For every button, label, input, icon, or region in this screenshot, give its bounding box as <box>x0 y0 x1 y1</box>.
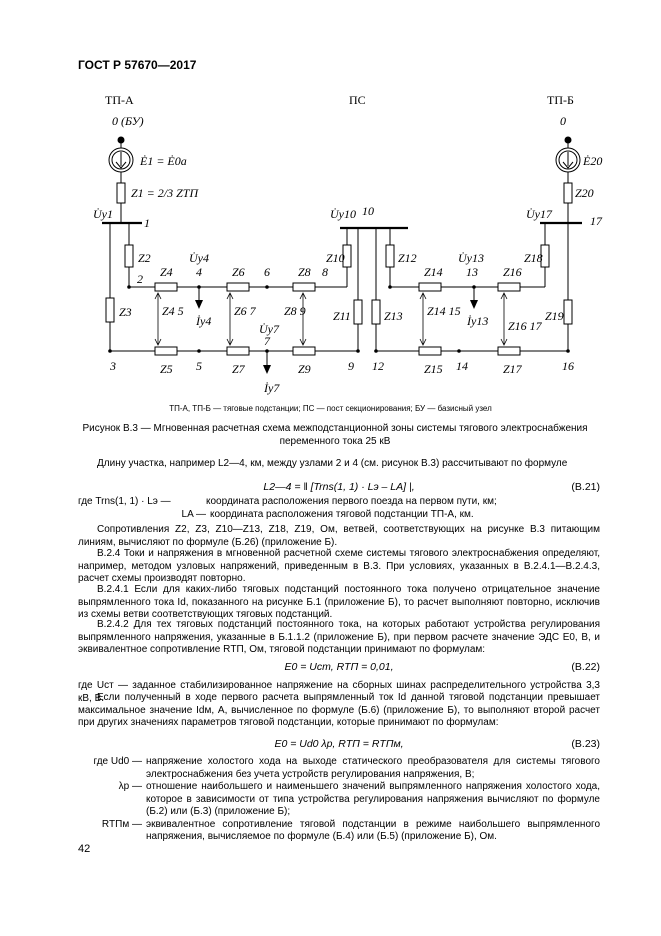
equation-b22-expr: E0 = Uст, RТП = 0,01, <box>284 661 394 673</box>
label-iy7: İу7 <box>264 381 280 395</box>
label-e20: Ė20 <box>583 154 603 168</box>
node-6: 6 <box>264 265 270 279</box>
where-b22: где Uст — заданное стабилизированное напряжение на сборных шинах распределительного устройства 3,3 кВ, В. <box>78 680 600 704</box>
label-node0-right: 0 <box>560 114 566 128</box>
equation-b22-number: (В.22) <box>571 661 600 673</box>
node-4: 4 <box>196 265 202 279</box>
equation-b21-expr: L2—4 = ‖ [Trns(1, 1) · Lэ – LA] |, <box>263 481 415 493</box>
where-list-b21 <box>78 496 600 521</box>
equation-b23-number: (В.23) <box>571 738 600 750</box>
where-text: напряжение холостого хода на выходе статического преобразователя для системы тягового электроснабжения без учета устройств регулирования напряжения, В; <box>146 756 600 780</box>
label-z7: Z7 <box>232 362 245 376</box>
resistance-paragraph: Сопротивления Z2, Z3, Z10—Z13, Z18, Z19, Ом, ветвей, соответствующих на рисунке В.3 питающим линиям, вычисляют по формуле (Б.26) (приложение Б). <box>78 524 600 548</box>
label-z1617: Z16 17 <box>508 319 542 333</box>
section-b242: В.2.4.2 Для тех тяговых подстанций постоянного тока, на которых работают устройства регулирования выпрямленного напряжения, указанные в Б.1.1.2 (приложение Б), при первом расчете значение ЭДС E0, В, и эквивалентное сопротивление RТП, Ом, тяговой подстанции принимают по формулам: <box>78 619 600 655</box>
label-z13: Z13 <box>384 309 403 323</box>
label-z67: Z6 7 <box>234 304 256 318</box>
where-key: LA — <box>181 508 206 520</box>
label-z12: Z12 <box>398 251 417 265</box>
label-z1: Z1 = 2/3 ZТП <box>131 186 199 200</box>
label-uy17: U̇у17 <box>526 207 552 221</box>
node-17: 17 <box>590 214 602 228</box>
node-3: 3 <box>110 359 116 373</box>
intro-paragraph: Длину участка, например L2—4, км, между узлами 2 и 4 (см. рисунок В.3) рассчитывают по формуле <box>97 458 568 469</box>
node-10: 10 <box>362 204 374 218</box>
label-z19: Z19 <box>545 309 564 323</box>
section-b24: В.2.4 Токи и напряжения в мгновенной расчетной схеме системы тягового электроснабжения определяют, например, методом узловых напряжений, приведенным в В.3. При условиях, указанных в В.2.4.1—В.2.4.3, расчет схемы производят повторно. <box>78 548 600 584</box>
label-tp-b: ТП-Б <box>547 93 574 107</box>
paragraph-if: Если полученный в ходе первого расчета выпрямленный ток Id данной тяговой подстанции превышает максимальное значение Idм, А, вычисленное по формуле (Б.6) (приложение Б), то выполняют второй расчет при других значениях параметров тяговой подстанции, которые принимают по формулам: <box>78 692 600 728</box>
label-z6: Z6 <box>232 265 245 279</box>
label-z3: Z3 <box>119 305 132 319</box>
where-key: RТПм — <box>101 818 142 830</box>
label-z89: Z8 9 <box>284 304 306 318</box>
equation-b21-number: (В.21) <box>571 481 600 493</box>
label-z17: Z17 <box>503 362 522 376</box>
label-e1: Ė1 = Ė0а <box>140 154 187 168</box>
node-2: 2 <box>137 272 143 286</box>
label-z5: Z5 <box>160 362 173 376</box>
where-text: координата расположения первого поезда на первом пути, км; <box>206 496 497 507</box>
label-z1415: Z14 15 <box>427 304 461 318</box>
label-uy7: U̇у7 <box>259 322 279 336</box>
where-text: отношение наибольшего и наименьшего значений выпрямленного напряжения холостого хода, которое в зависимости от типа устройства регулирования напряжения вычисляют по формуле (Б.2) или (Б.3) (приложение Б); <box>146 781 600 817</box>
label-z9: Z9 <box>298 362 311 376</box>
label-tp-a: ТП-А <box>105 93 134 107</box>
label-z20: Z20 <box>575 186 594 200</box>
label-z14: Z14 <box>424 265 443 279</box>
node-5: 5 <box>196 359 202 373</box>
label-z45: Z4 5 <box>162 304 184 318</box>
node-16: 16 <box>562 359 574 373</box>
label-z18: Z18 <box>524 251 543 265</box>
section-b241: В.2.4.1 Если для каких-либо тяговых подстанций постоянного тока получено отрицательное значение выпрямленного тока Id, показанного на рисунке Б.1 (приложение Б), то расчет выполняют повторно, исключив из схемы ветви соответствующих тяговых подстанций. <box>78 584 600 620</box>
node-1: 1 <box>144 216 150 230</box>
label-uy1: U̇у1 <box>93 207 113 221</box>
where-item <box>78 756 600 781</box>
where-key: где Trns(1, 1) · Lэ — <box>78 496 171 507</box>
where-item <box>78 781 600 819</box>
node-8: 8 <box>322 265 328 279</box>
label-uy13: U̇у13 <box>458 251 484 265</box>
page-number: 42 <box>78 843 91 855</box>
where-list-b23 <box>78 756 600 844</box>
node-7: 7 <box>264 334 270 348</box>
where-key: где Ud0 — <box>93 756 142 767</box>
label-z15: Z15 <box>424 362 443 376</box>
label-ps: ПС <box>349 93 366 107</box>
node-14: 14 <box>456 359 468 373</box>
where-item <box>78 819 600 844</box>
label-z10: Z10 <box>326 251 345 265</box>
label-iy13: İу13 <box>467 314 489 328</box>
node-13: 13 <box>466 265 478 279</box>
where-text: эквивалентное сопротивление тяговой подстанции в режиме наибольшего выпрямленного напряжения, вычисляемое по формуле (Б.4) или (Б.5) (приложение Б), Ом. <box>146 818 600 842</box>
label-node0-left: 0 (БУ) <box>112 114 144 128</box>
where-item <box>78 509 600 522</box>
label-z11: Z11 <box>333 309 351 323</box>
figure-legend: ТП-А, ТП-Б — тяговые подстанции; ПС — пост секционирования; БУ — базисный узел <box>169 404 492 413</box>
figure-caption: Рисунок В.3 — Мгновенная расчетная схема межподстанционной зоны системы тягового электроснабжения переменного тока 25 кВ <box>82 423 588 447</box>
label-z16: Z16 <box>503 265 522 279</box>
label-z4: Z4 <box>160 265 173 279</box>
node-12: 12 <box>372 359 384 373</box>
label-uy4: U̇у4 <box>189 251 209 265</box>
where-item <box>78 496 600 509</box>
where-key: λp — <box>118 781 142 792</box>
document-header: ГОСТ Р 57670—2017 <box>78 58 197 72</box>
label-z2: Z2 <box>138 251 151 265</box>
equation-b23-expr: E0 = Ud0 λp, RТП = RТПм, <box>274 738 404 750</box>
label-uy10: U̇у10 <box>330 207 356 221</box>
label-z8: Z8 <box>298 265 311 279</box>
node-9: 9 <box>348 359 354 373</box>
where-text: координата расположения тяговой подстанции ТП-А, км. <box>210 508 474 520</box>
label-iy4: İу4 <box>196 314 212 328</box>
